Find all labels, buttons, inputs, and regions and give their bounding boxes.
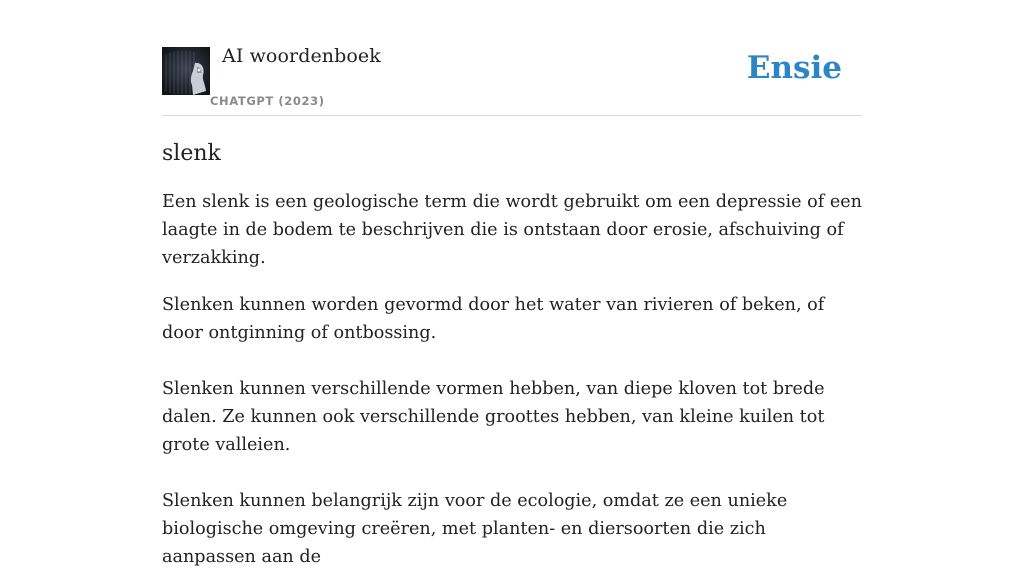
definition-paragraph: Slenken kunnen belangrijk zijn voor de ecologie, omdat ze een unieke biologische omgeving creëren, met planten- en diersoorten die zich aanpassen aan de — [162, 491, 788, 567]
source-name[interactable]: AI woordenboek — [222, 45, 381, 67]
source-meta: CHATGPT (2023) — [210, 94, 325, 108]
robot-portrait-icon — [162, 47, 210, 95]
source-avatar[interactable] — [162, 47, 210, 95]
entry-definition — [162, 188, 862, 571]
entry-page — [162, 0, 863, 567]
brand-logo-link[interactable]: Ensie — [746, 50, 842, 86]
entry-term: slenk — [162, 141, 221, 166]
definition-paragraph: Slenken kunnen verschillende vormen hebben, van diepe kloven tot brede dalen. Ze kunnen ook verschillende groottes hebben, van kleine kuilen tot grote valleien. — [162, 379, 825, 455]
definition-paragraph: Een slenk is een geologische term die wordt gebruikt om een depressie of een laagte in de bodem te beschrijven die is ontstaan door erosie, afschuiving of verzakking. — [162, 192, 863, 268]
entry-header — [162, 0, 862, 116]
definition-paragraph: Slenken kunnen worden gevormd door het water van rivieren of beken, of door ontginning of ontbossing. — [162, 295, 825, 343]
